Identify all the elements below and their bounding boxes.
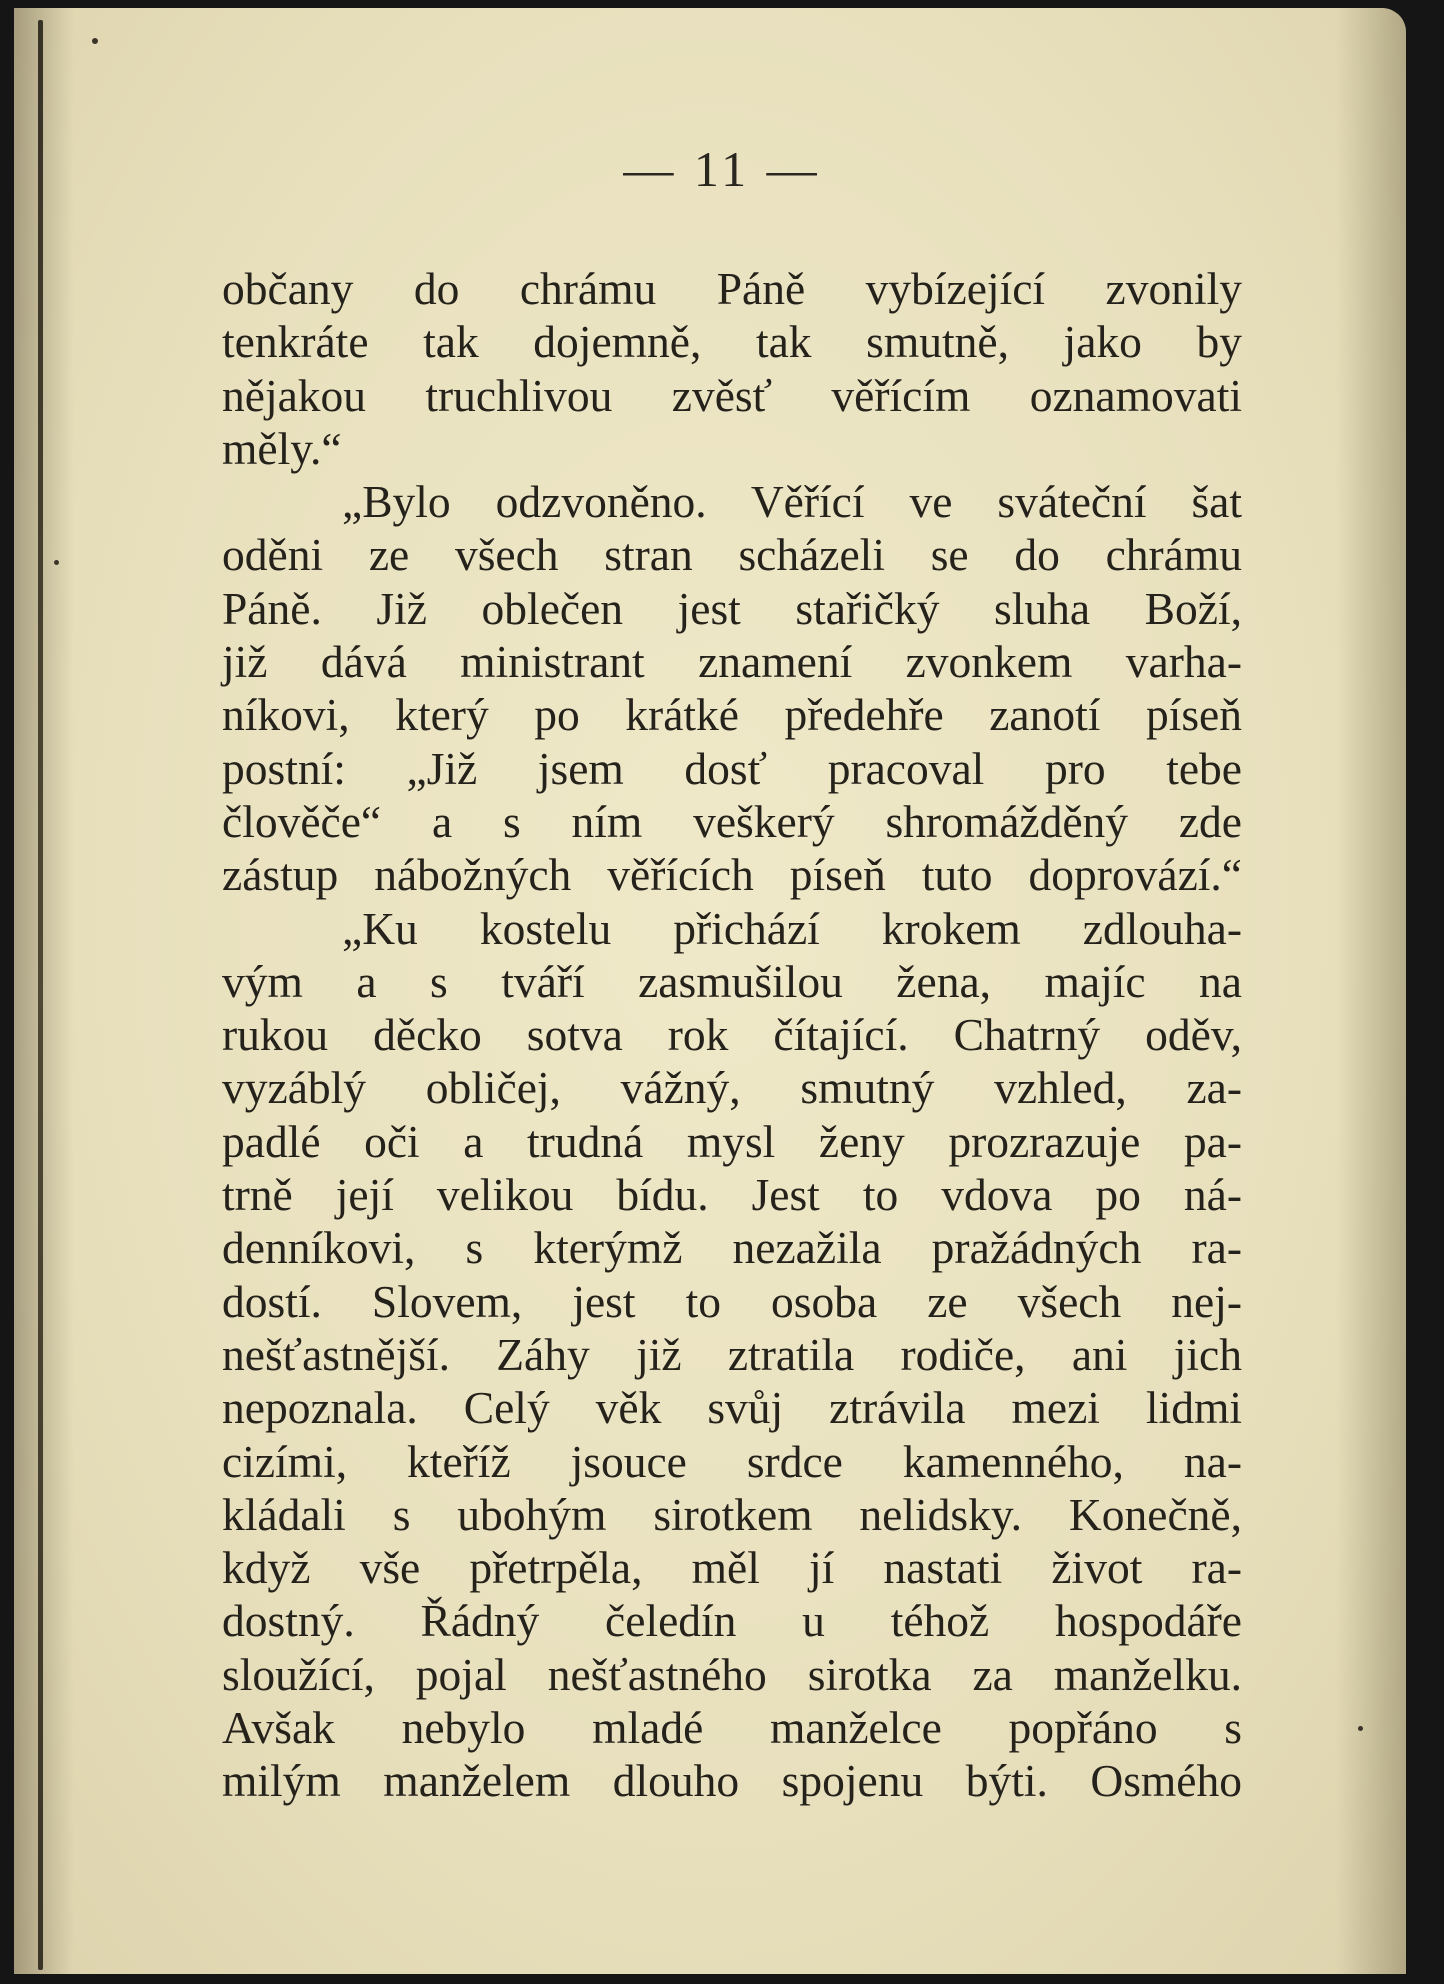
spine-shadow [14,8,74,1974]
text-line: občany do chrámu Páně vybízející zvonily [222,263,1242,314]
text-line: nepoznala. Celý věk svůj ztrávila mezi lidmi [222,1382,1242,1434]
ink-speck [92,38,98,44]
page-edge-shadow [1336,8,1406,1974]
text-line: postní: „Již jsem dosť pracoval pro tebe [222,742,1242,794]
text-line: nějakou truchlivou zvěsť věřícím oznamovati [222,369,1242,421]
text-line: tenkráte tak dojemně, tak smutně, jako by [222,316,1242,368]
text-line: již dává ministrant znamení zvonkem varha- [222,636,1242,688]
text-line: milým manželem dlouho spojenu býti. Osmého [222,1755,1242,1807]
text-line: denníkovi, s kterýmž nezažila pražádných ra- [222,1222,1242,1274]
text-line: trně její velikou bídu. Jest to vdova po ná- [222,1169,1242,1221]
book-spine [38,20,43,1970]
text-line: dostí. Slovem, jest to osoba ze všech nej- [222,1275,1242,1327]
text-line: padlé oči a trudná mysl ženy prozrazuje pa- [222,1115,1242,1167]
text-line: cizími, kteříž jsouce srdce kamenného, na- [222,1435,1242,1487]
text-line: vým a s tváří zasmušilou žena, majíc na [222,955,1242,1007]
text-line: „Ku kostelu přichází krokem zdlouha- [342,902,1242,954]
text-line: Páně. Již oblečen jest stařičký sluha Boží, [222,582,1242,634]
text-line: sloužící, pojal nešťastného sirotka za manželku. [222,1648,1242,1700]
page-number: — 11 — [623,141,821,197]
text-line: dostný. Řádný čeledín u téhož hospodáře [222,1595,1242,1647]
text-line: Avšak nebylo mladé manželce popřáno s [222,1702,1242,1754]
text-line: měly.“ [222,422,342,474]
text-line: zástup nábožných věřících píseň tuto doprovází.“ [222,849,1242,901]
text-line: kládali s ubohým sirotkem nelidsky. Konečně, [222,1488,1242,1540]
text-line: níkovi, který po krátké předehře zanotí píseň [222,689,1242,741]
text-line: nešťastnější. Záhy již ztratila rodiče, ani jich [222,1328,1242,1380]
text-line: oděni ze všech stran scházeli se do chrámu [222,529,1242,581]
ink-speck [54,560,59,565]
text-line: vyzáblý obličej, vážný, smutný vzhled, za- [222,1062,1242,1114]
ink-speck [1358,1726,1363,1731]
text-line: „Bylo odzvoněno. Věřící ve sváteční šat [342,476,1242,528]
body-text [222,262,1242,1808]
text-line: když vše přetrpěla, měl jí nastati život ra- [222,1542,1242,1594]
text-line: člověče“ a s ním veškerý shromážděný zde [222,795,1242,847]
text-line: rukou děcko sotva rok čítající. Chatrný oděv, [222,1009,1242,1061]
